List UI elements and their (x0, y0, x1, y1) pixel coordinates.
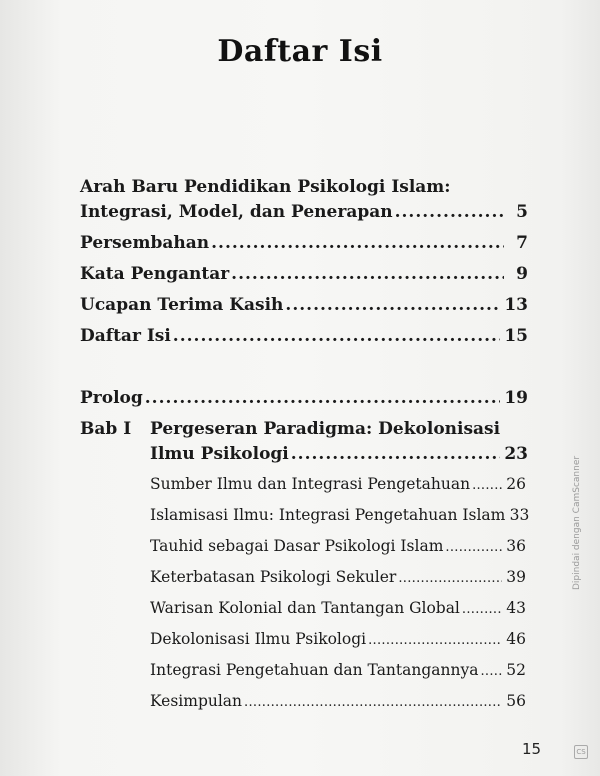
toc-entry-page: 7 (516, 233, 528, 253)
dot-leader (285, 295, 500, 315)
toc-section[interactable] (150, 537, 526, 563)
chapter-title-line1: Pergeseran Paradigma: Dekolonisasi (150, 419, 501, 439)
toc-entry-chapter[interactable] (150, 444, 528, 470)
toc-section-label: Islamisasi Ilmu: Integrasi Pengetahuan Islam (150, 506, 506, 524)
toc-entry[interactable] (80, 295, 528, 321)
toc-section-page: 39 (506, 568, 526, 586)
toc-entry-prolog[interactable] (80, 388, 528, 414)
toc-section[interactable] (150, 692, 526, 718)
toc-section-label: Dekolonisasi Ilmu Psikologi (150, 630, 367, 648)
dot-leader (244, 695, 502, 710)
dot-leader (145, 388, 501, 408)
toc-section-label: Sumber Ilmu dan Integrasi Pengetahuan (150, 475, 471, 493)
toc-entry[interactable] (80, 264, 528, 290)
page-title: Daftar Isi (217, 34, 383, 69)
toc-entry-page: 15 (504, 326, 528, 346)
toc-entry-label: Persembahan (80, 233, 210, 253)
dot-leader (291, 444, 501, 464)
toc-entry-page: 5 (516, 202, 528, 222)
camscanner-icon: CS (574, 745, 588, 759)
toc-entry-page: 13 (504, 295, 528, 315)
toc-entry-page: 19 (504, 388, 528, 408)
toc-entry-page: 9 (516, 264, 528, 284)
toc-section[interactable] (150, 630, 526, 656)
toc-section-page: 52 (506, 661, 526, 679)
toc-entry-label: Integrasi, Model, dan Penerapan (80, 202, 393, 222)
toc-entry-label: Daftar Isi (80, 326, 171, 346)
toc-entry-page: 23 (504, 444, 528, 464)
toc-section-label: Kesimpulan (150, 692, 243, 710)
toc-section-page: 26 (506, 475, 526, 493)
page-number: 15 (522, 740, 542, 758)
toc-section[interactable] (150, 568, 526, 594)
dot-leader (173, 326, 501, 346)
dot-leader (211, 233, 504, 253)
toc-section[interactable] (150, 661, 526, 687)
toc-section-page: 36 (506, 537, 526, 555)
toc-entry[interactable] (80, 202, 528, 228)
toc-entry-label: Ucapan Terima Kasih (80, 295, 284, 315)
dot-leader (231, 264, 504, 284)
dot-leader (395, 202, 504, 222)
toc-section-label: Integrasi Pengetahuan dan Tantangannya (150, 661, 479, 679)
toc-entry[interactable] (80, 326, 528, 352)
dot-leader (445, 540, 502, 555)
toc-section-page: 43 (506, 599, 526, 617)
scanner-watermark: Dipindai dengan CamScanner (572, 455, 582, 590)
toc-section-page: 56 (506, 692, 526, 710)
chapter-label: Bab I (80, 419, 132, 439)
toc-entry-label: Kata Pengantar (80, 264, 230, 284)
dot-leader (462, 602, 502, 617)
toc-entry-line1: Arah Baru Pendidikan Psikologi Islam: (80, 177, 451, 197)
toc-section-label: Keterbatasan Psikologi Sekuler (150, 568, 397, 586)
toc-section[interactable] (150, 475, 526, 501)
toc-entry-label: Prolog (80, 388, 143, 408)
dot-leader (368, 633, 502, 648)
chapter-title-line2: Ilmu Psikologi (150, 444, 289, 464)
toc-section[interactable] (150, 506, 530, 532)
toc-entry[interactable] (80, 233, 528, 259)
toc-section-label: Warisan Kolonial dan Tantangan Global (150, 599, 460, 617)
toc-section-page: 46 (506, 630, 526, 648)
dot-leader (398, 571, 502, 586)
toc-section-page: 33 (509, 506, 530, 524)
toc-section-label: Tauhid sebagai Dasar Psikologi Islam (150, 537, 444, 555)
dot-leader (481, 664, 503, 679)
dot-leader (472, 478, 502, 493)
toc-section[interactable] (150, 599, 526, 625)
